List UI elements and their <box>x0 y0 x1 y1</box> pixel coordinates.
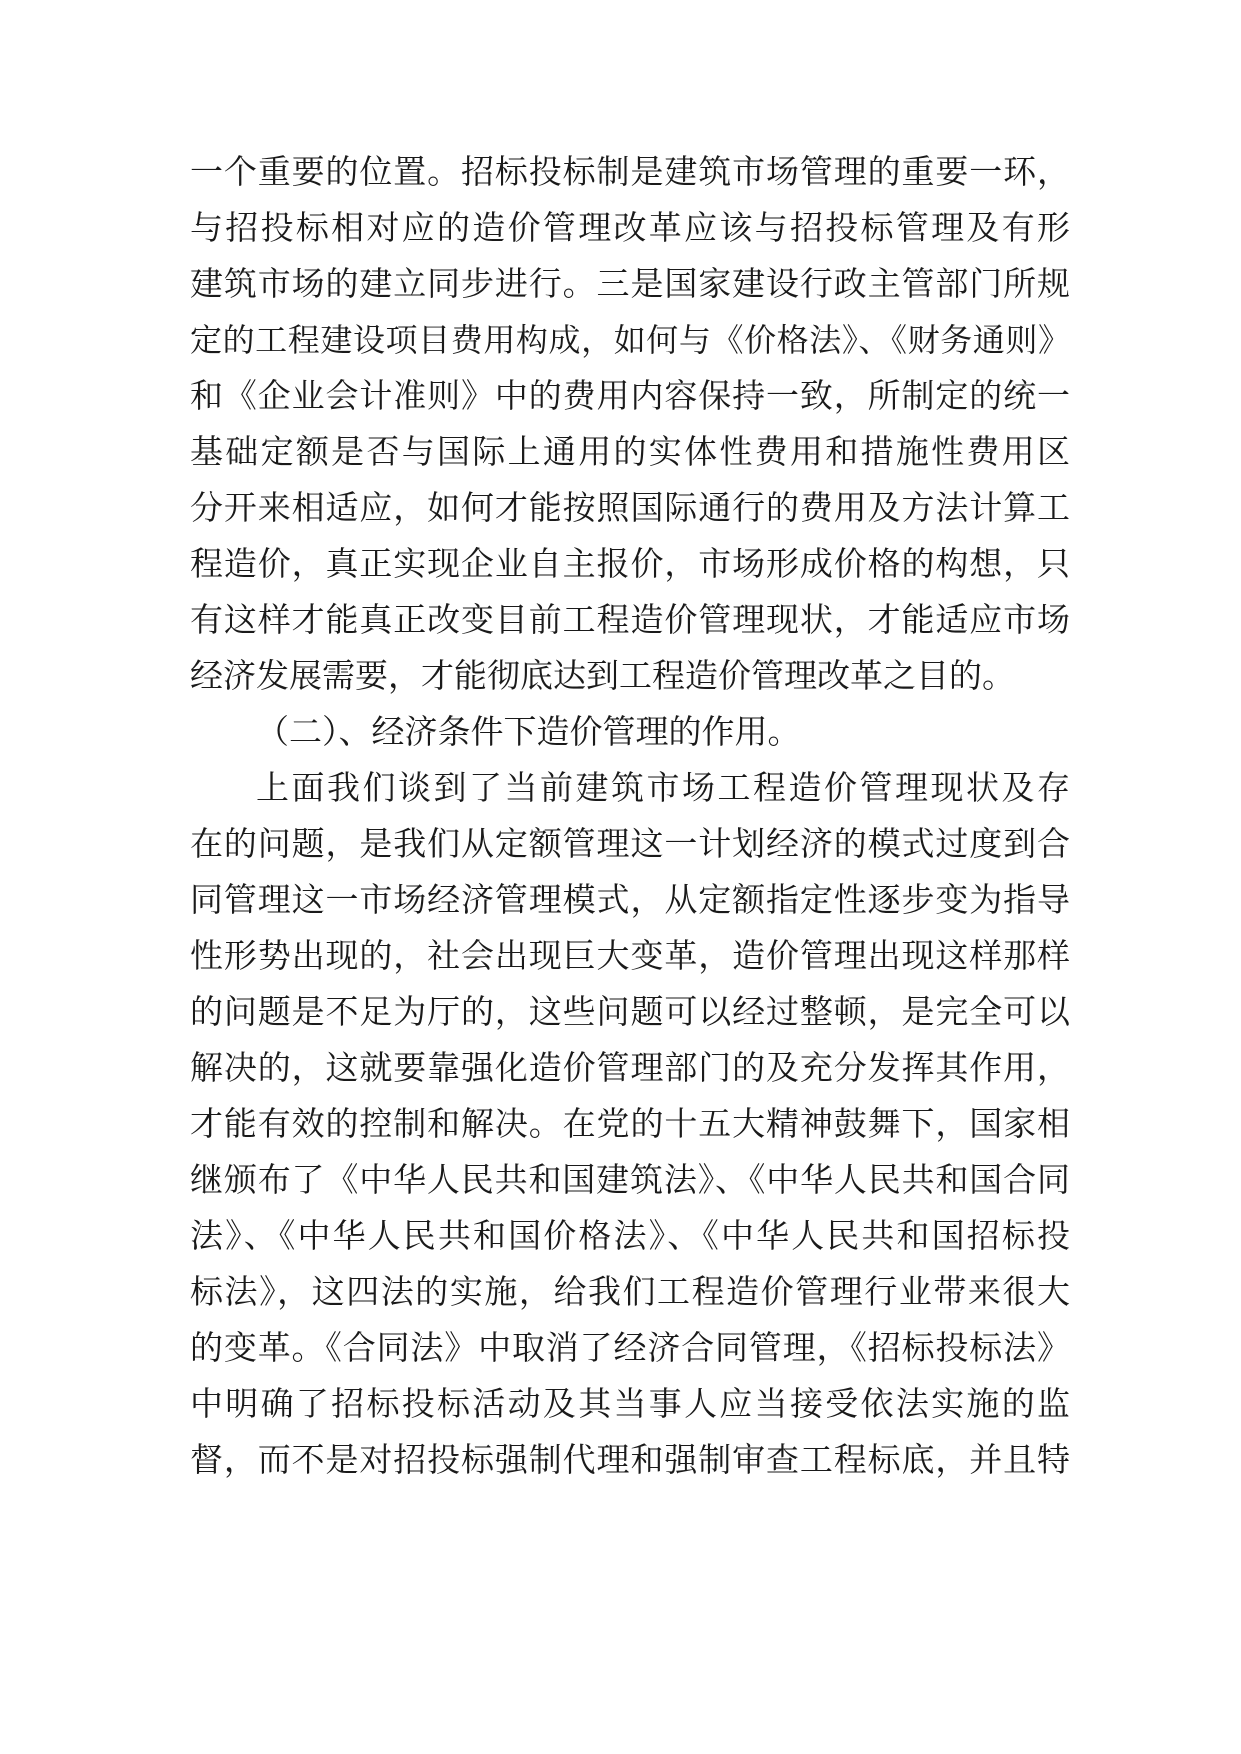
text-line: 督，而不是对招投标强制代理和强制审查工程标底，并且特 <box>190 1440 1070 1479</box>
section-heading: （二）、经济条件下造价管理的作用。 <box>256 712 801 751</box>
text-line: 上面我们谈到了当前建筑市场工程造价管理现状及存 <box>256 768 1070 807</box>
text-line: 有这样才能真正改变目前工程造价管理现状，才能适应市场 <box>190 600 1070 639</box>
text-line: 程造价，真正实现企业自主报价，市场形成价格的构想，只 <box>190 544 1070 583</box>
text-line: 在的问题，是我们从定额管理这一计划经济的模式过度到合 <box>190 824 1070 863</box>
text-line: 的问题是不足为厅的，这些问题可以经过整顿，是完全可以 <box>190 992 1070 1031</box>
text-line: 解决的，这就要靠强化造价管理部门的及充分发挥其作用， <box>190 1048 1070 1087</box>
text-line: 基础定额是否与国际上通用的实体性费用和措施性费用区 <box>190 432 1070 471</box>
text-line: 的变革。《合同法》中取消了经济合同管理，《招标投标法》 <box>190 1328 1070 1367</box>
text-line: 经济发展需要，才能彻底达到工程造价管理改革之目的。 <box>190 656 1015 695</box>
text-line: 中明确了招标投标活动及其当事人应当接受依法实施的监 <box>190 1384 1070 1423</box>
text-line: 继颁布了《中华人民共和国建筑法》、《中华人民共和国合同 <box>190 1160 1070 1199</box>
text-line: 建筑市场的建立同步进行。三是国家建设行政主管部门所规 <box>190 264 1070 303</box>
text-line: 和《企业会计准则》中的费用内容保持一致，所制定的统一 <box>190 376 1070 415</box>
text-line: 法》、《中华人民共和国价格法》、《中华人民共和国招标投 <box>190 1216 1070 1255</box>
text-line: 一个重要的位置。招标投标制是建筑市场管理的重要一环， <box>190 152 1070 191</box>
text-line: 定的工程建设项目费用构成，如何与《价格法》、《财务通则》 <box>190 321 1070 359</box>
text-line: 与招投标相对应的造价管理改革应该与招投标管理及有形 <box>190 208 1070 247</box>
text-line: 同管理这一市场经济管理模式，从定额指定性逐步变为指导 <box>190 880 1070 919</box>
text-line: 分开来相适应，如何才能按照国际通行的费用及方法计算工 <box>190 488 1070 527</box>
text-line: 才能有效的控制和解决。在党的十五大精神鼓舞下，国家相 <box>190 1104 1070 1143</box>
text-line: 性形势出现的，社会出现巨大变革，造价管理出现这样那样 <box>190 936 1070 975</box>
text-line: 标法》，这四法的实施，给我们工程造价管理行业带来很大 <box>190 1272 1070 1311</box>
